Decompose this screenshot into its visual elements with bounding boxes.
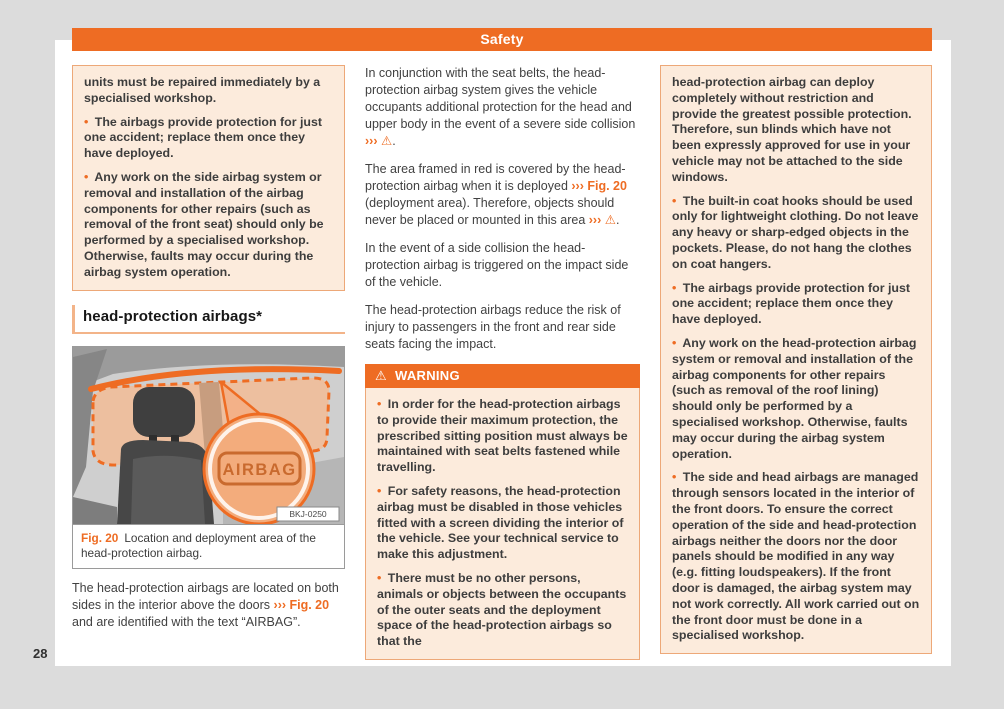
bullet-icon: • [672, 470, 677, 485]
figure-reference: ››› Fig. 20 [273, 597, 330, 612]
warning-bullet: • The built-in coat hooks should be used only for lightweight clothing. Do not leave any heavy or sharp-edged objects in the pockets. Please, do not hang the clothes on coat hangers. [672, 193, 919, 271]
warning-title: WARNING [394, 368, 460, 383]
warning-text: units must be repaired immediately by a specialised workshop. [84, 75, 321, 105]
bullet-icon: • [672, 335, 677, 350]
bullet-icon: • [84, 169, 89, 184]
page-number: 28 [33, 646, 48, 661]
ref-arrows: ››› [365, 134, 378, 148]
bullet-icon: • [377, 483, 382, 498]
airbag-stamp-text: AIRBAG [222, 460, 297, 479]
left-column [72, 65, 345, 642]
figure-20 [72, 346, 345, 569]
warning-bullet: • Any work on the side airbag system or removal and installation of the airbag components for other repairs (such as removal of the front seat) should only be performed by a specialised workshop. Otherwise, faults may occur during the airbag system operation. [84, 169, 324, 279]
body-paragraph: The area framed in red is covered by the head-protection airbag when it is deployed ››› Fig. 20 (deployment area). Therefore, objects should never be placed or mounted in this area ››› ⚠. [365, 162, 627, 227]
body-paragraph: In conjunction with the seat belts, the head-protection airbag system gives the vehicle occupants additional protection for the head and upper body in the event of a severe side collision ››› ⚠. [365, 66, 636, 148]
seat-headrest [133, 387, 195, 437]
car-interior-illustration [73, 347, 344, 524]
body-paragraph: In the event of a side collision the head-protection airbag is triggered on the impact side of the vehicle. [365, 241, 629, 289]
warning-bullet: • The airbags provide protection for just one accident; replace them once they have deployed. [84, 114, 322, 161]
warning-bullet: • The side and head airbags are managed through sensors located in the interior of the front doors. To ensure the correct operation of the side and head-protection airbags neither the doors nor the door panels should be modified in any way (e.g. fitting loudspeakers). If the front door is damaged, the airbag system may not work correctly. All work carried out on the front door must be done in a specialised workshop. [672, 470, 920, 643]
figure-reference: ››› Fig. 20 [571, 179, 627, 193]
bullet-icon: • [377, 570, 382, 585]
warning-continuation-box-left [72, 65, 345, 291]
bullet-icon: • [672, 193, 677, 208]
warning-text: head-protection airbag can deploy completely without restriction and provide the greatest possible protection. Therefore, sun blinds which have not been expressly approved for use in your vehicle may not be attached to the side windows. [672, 75, 912, 184]
chapter-header-bar [72, 28, 932, 51]
warning-box-header [365, 364, 640, 388]
chapter-title: Safety [480, 31, 524, 47]
warning-triangle-icon: ⚠ [604, 213, 616, 227]
warning-triangle-icon: ⚠ [375, 368, 387, 383]
bullet-icon: • [84, 114, 89, 129]
body-paragraph: The head-protection airbags are located on both sides in the interior above the doors ››› Fig. 20 and are identified with the text “AIRBAG”. [72, 580, 339, 629]
section-heading: head-protection airbags* [72, 305, 345, 334]
body-paragraph: The head-protection airbags reduce the risk of injury to passengers in the front and rear side seats facing the impact. [365, 303, 621, 351]
warning-bullet: • The airbags provide protection for just one accident; replace them once they have deployed. [672, 280, 910, 327]
bullet-icon: • [672, 280, 677, 295]
bullet-icon: • [377, 397, 382, 411]
figure-photo-code: BKJ-0250 [289, 508, 327, 519]
right-column [660, 65, 932, 654]
figure-caption-label: Fig. 20 [81, 530, 119, 545]
warning-bullet: • There must be no other persons, animals or objects between the occupants of the outer seats and the deployment space of the head-protection airbags so that the [377, 570, 627, 649]
ref-arrows: ››› [588, 213, 602, 227]
warning-bullet: • In order for the head-protection airbags to provide their maximum protection, the prescribed sitting position must always be maintained with seat belts fastened while travelling. [377, 397, 628, 475]
warning-triangle-icon: ⚠ [380, 134, 393, 148]
figure-caption: Fig. 20 Location and deployment area of the head-protection airbag. [73, 524, 344, 568]
warning-bullet: • Any work on the head-protection airbag system or removal and installation of the airbag components for other repairs (such as removal of the roof lining) should only be performed by a specialised workshop. Otherwise, faults may occur during the airbag system operation. [672, 335, 917, 461]
warning-bullet: • For safety reasons, the head-protection airbag must be disabled in those vehicles fitted with a screen dividing the interior of the vehicle. See your technical service to make this adjustment. [377, 483, 624, 562]
warning-continuation-box-right [660, 65, 932, 654]
middle-column [365, 65, 640, 660]
warning-box [365, 388, 640, 660]
